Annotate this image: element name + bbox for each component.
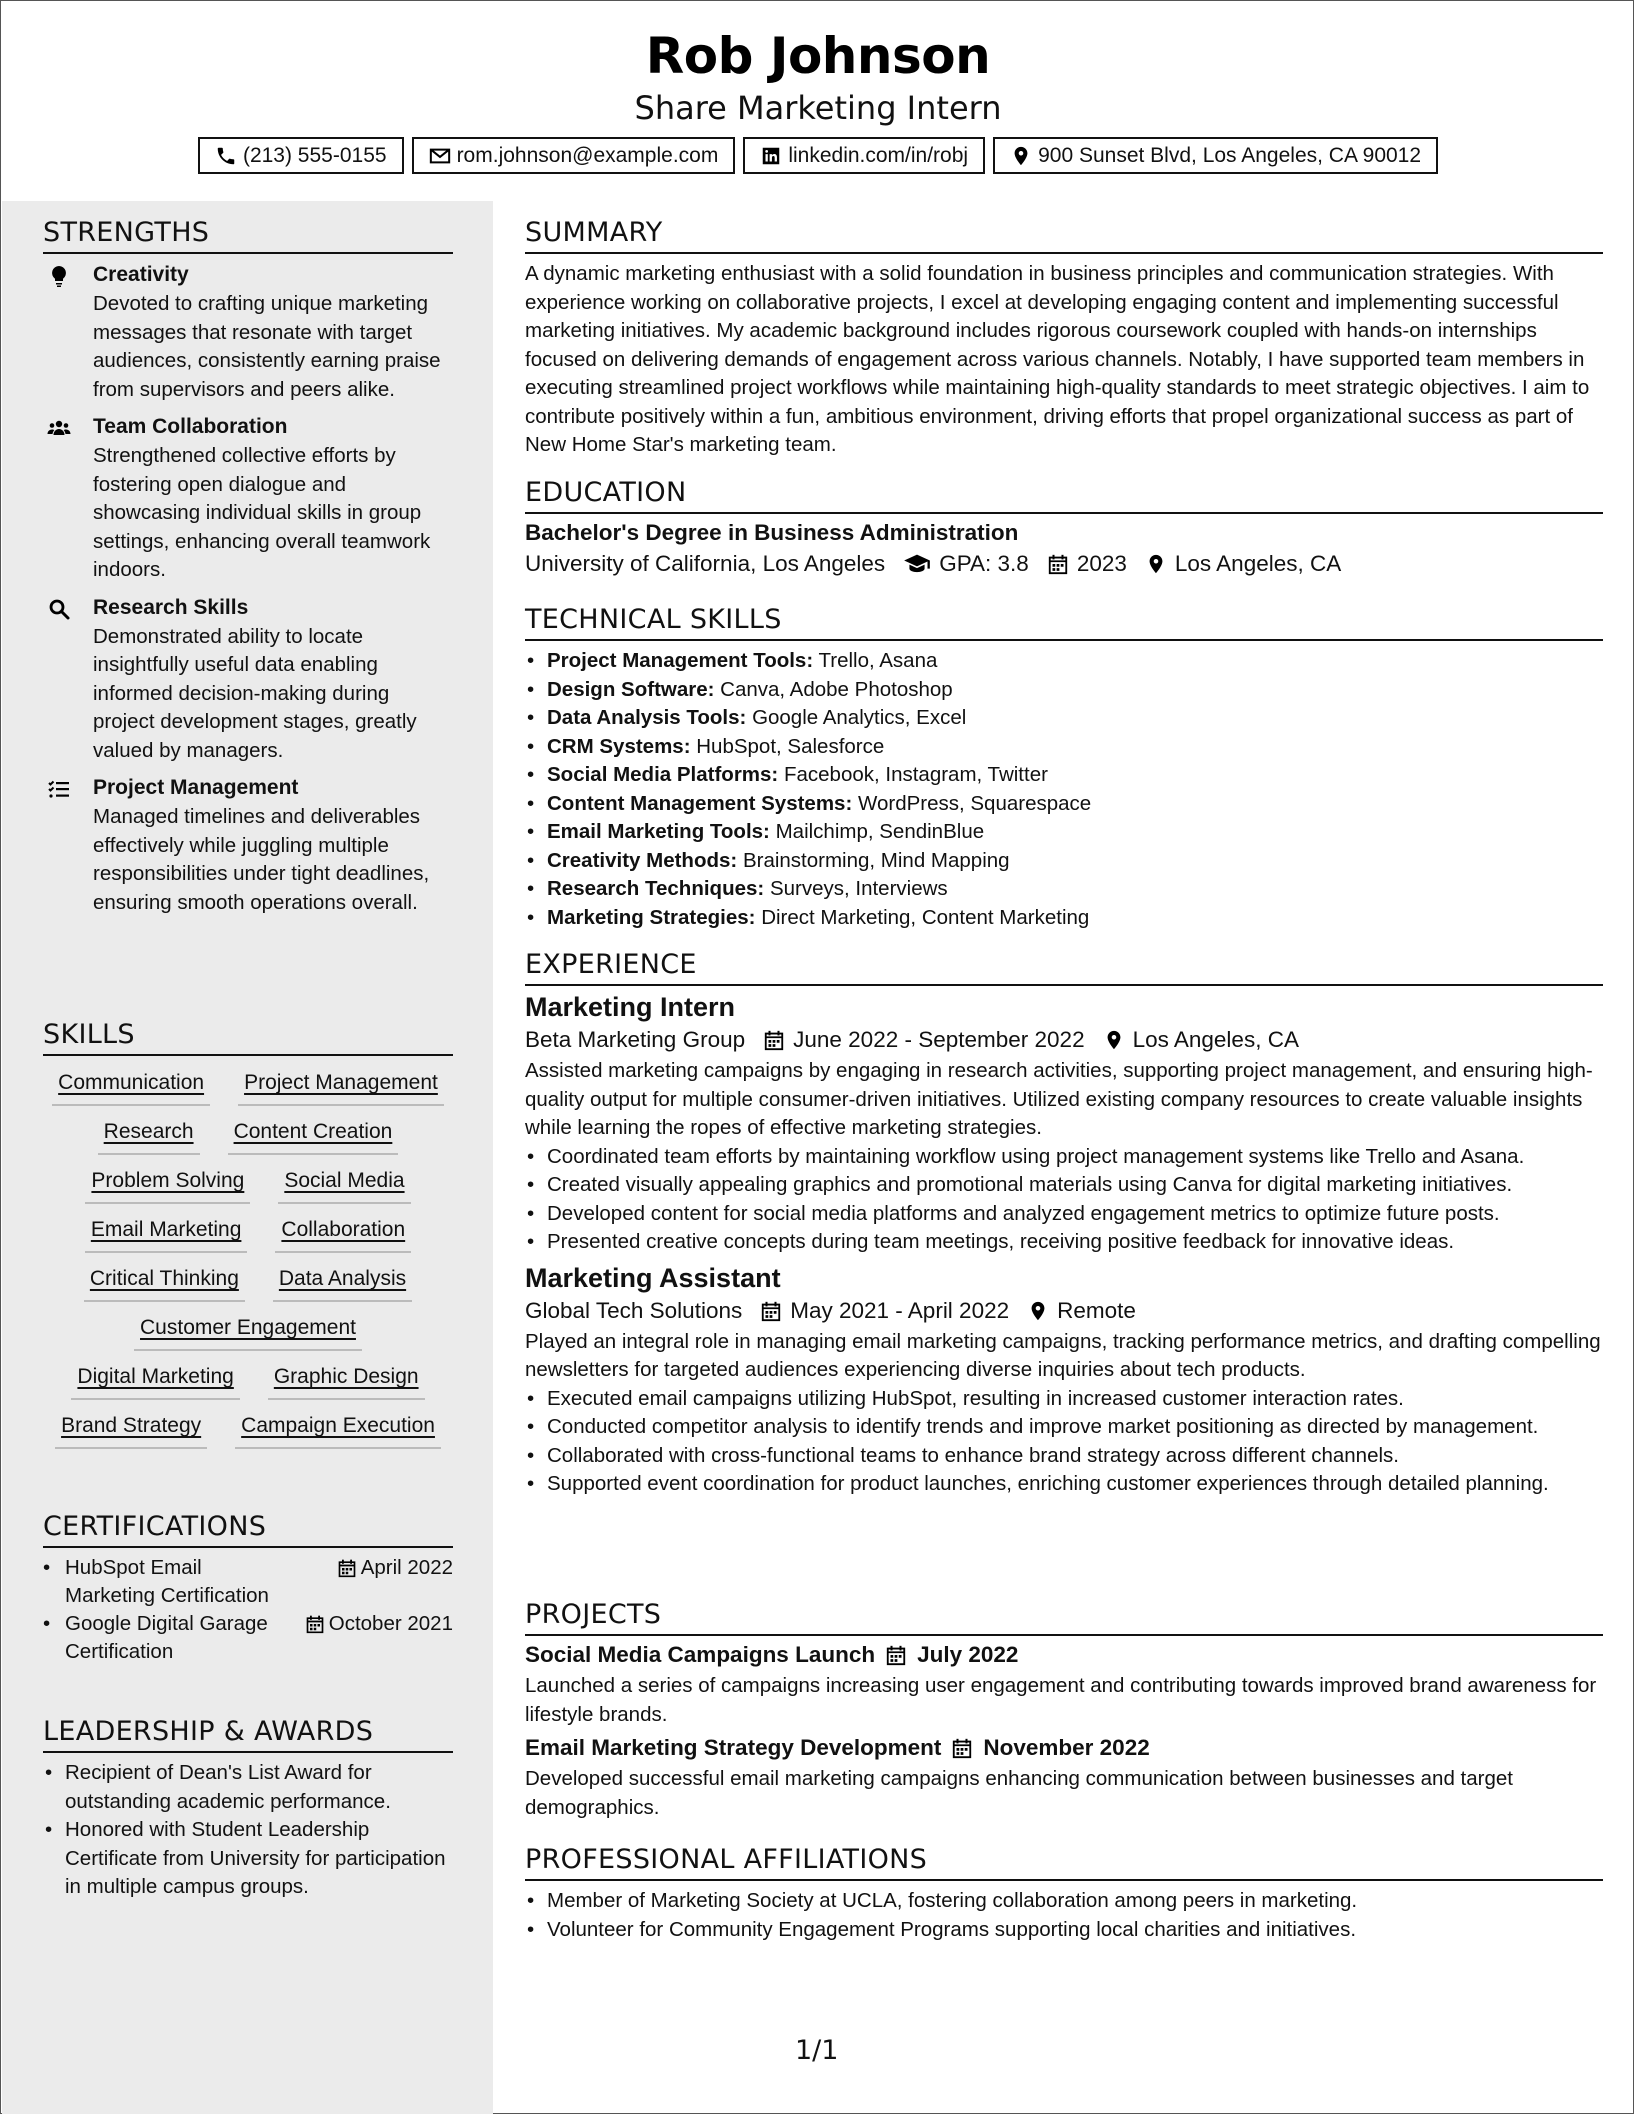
tech-skill-item: [525, 704, 1603, 733]
job-bullet: • Created visually appealing graphics and promotional materials using Canva for digital marketing initiatives.: [525, 1171, 1603, 1200]
tech-skill-value: Trello, Asana: [818, 649, 938, 672]
linkedin-text: linkedin.com/in/robj: [788, 143, 969, 167]
job-bullet: • Developed content for social media platforms and analyzed engagement metrics to optimize future posts.: [525, 1200, 1603, 1229]
tech-skill-value: Brainstorming, Mind Mapping: [742, 848, 1010, 872]
company-text: Beta Marketing Group: [525, 1027, 746, 1052]
skill-tag: Brand Strategy: [55, 1413, 207, 1449]
tech-skill-item: [525, 790, 1603, 819]
education-meta: [525, 550, 1603, 578]
certification-date: [337, 1554, 453, 1610]
strength-title: Research Skills: [93, 595, 249, 619]
calendar-icon: [951, 1737, 973, 1759]
technical-skills-title: TECHNICAL SKILLS: [525, 604, 1603, 641]
tech-skill-value: HubSpot, Salesforce: [696, 734, 885, 758]
project-title: Social Media Campaigns Launch: [525, 1642, 876, 1667]
tech-skill-item: [525, 818, 1603, 847]
skill-tag: Critical Thinking: [84, 1266, 245, 1302]
skill-tag: Content Creation: [228, 1119, 399, 1155]
calendar-icon: [760, 1300, 782, 1322]
contact-linkedin[interactable]: [743, 137, 985, 174]
project-date: November 2022: [983, 1735, 1150, 1760]
skill-tag: Graphic Design: [268, 1364, 425, 1400]
affiliations-list: [525, 1887, 1603, 1944]
job-bullet: • Supported event coordination for product launches, enriching customer experiences through detailed planning.: [525, 1470, 1603, 1499]
job-bullet: • Collaborated with cross-functional teams to enhance brand strategy across different channels.: [525, 1442, 1603, 1471]
map-pin-icon: [1103, 1029, 1125, 1051]
tech-skill-label: Project Management Tools:: [547, 649, 814, 672]
skill-tag: Social Media: [278, 1168, 410, 1204]
tech-skill-value: Direct Marketing, Content Marketing: [761, 905, 1090, 929]
project-date: July 2022: [917, 1642, 1019, 1667]
strength-desc: Devoted to crafting unique marketing messages that resonate with target audiences, consistently earning praise from supervisors and peers alike.: [93, 292, 441, 401]
job-bullet: • Executed email campaigns utilizing HubSpot, resulting in increased customer interaction rates.: [525, 1385, 1603, 1414]
strength-title: Creativity: [93, 263, 189, 286]
job-bullet: • Coordinated team efforts by maintaining workflow using project management systems like Trello and Asana.: [525, 1143, 1603, 1172]
skill-tag: Problem Solving: [85, 1168, 250, 1204]
education-section: [525, 477, 1603, 578]
strength-desc: Managed timelines and deliverables effectively while juggling multiple responsibilities under tight deadlines, ensuring smooth operations overall.: [93, 805, 430, 914]
job-entry: [525, 1263, 1603, 1499]
tech-skill-value: WordPress, Squarespace: [857, 791, 1092, 815]
calendar-icon: [885, 1644, 907, 1666]
certification-date: [305, 1610, 453, 1666]
experience-section: [525, 949, 1603, 1499]
candidate-name: Rob Johnson: [645, 27, 991, 85]
project-title: Email Marketing Strategy Development: [525, 1735, 942, 1760]
summary-text: A dynamic marketing enthusiast with a solid foundation in business principles and communication strategies. With experience working on collaborative projects, I excel at developing engaging content and implementing successful marketing initiatives. My academic background includes rigorous coursework coupled with hands-on internships focused on delivering demands of engagement across various channels. Notably, I have supported team members in executing streamlined project workflows while maintaining high-quality standards to meet strategic objectives. I aim to contribute positively within a fun, ambitious environment, driving efforts that propel organizational success as part of New Home Star's marketing team.: [525, 262, 1590, 456]
certification-item: [43, 1610, 453, 1666]
calendar-icon: [1047, 553, 1069, 575]
job-bullets: [525, 1385, 1603, 1499]
tech-skill-label: Email Marketing Tools:: [547, 820, 770, 843]
job-bullets: [525, 1143, 1603, 1257]
education-degree: Bachelor's Degree in Business Administration: [525, 520, 1019, 545]
project-entry: [525, 1735, 1603, 1822]
sidebar: [2, 201, 493, 2114]
project-description: Launched a series of campaigns increasing user engagement and contributing towards improved brand awareness for lifestyle brands.: [525, 1674, 1597, 1726]
job-meta: [525, 1027, 1603, 1053]
candidate-headline: Share Marketing Intern: [634, 89, 1002, 127]
project-title-row: [525, 1735, 1603, 1761]
job-meta: [525, 1298, 1603, 1324]
projects-title: PROJECTS: [525, 1599, 1603, 1636]
tech-skill-item: [525, 847, 1603, 876]
skill-tag: Data Analysis: [273, 1266, 412, 1302]
certification-date-text: October 2021: [328, 1612, 453, 1635]
skill-tag: Collaboration: [275, 1217, 411, 1253]
tech-skill-item: [525, 647, 1603, 676]
job-title: Marketing Intern: [525, 992, 736, 1022]
education-gpa: [903, 550, 1029, 578]
skills-grid: [43, 1070, 453, 1449]
certification-item: [43, 1554, 453, 1610]
map-pin-icon: [1027, 1300, 1049, 1322]
graduation-cap-icon: [903, 550, 931, 578]
awards-section: [43, 1716, 453, 1902]
tech-skill-value: Surveys, Interviews: [769, 877, 948, 900]
strength-title: Project Management: [93, 776, 299, 799]
project-entry: [525, 1642, 1603, 1729]
contact-bar: [1, 137, 1634, 174]
company-text: Global Tech Solutions: [525, 1297, 743, 1323]
affiliation-item: • Volunteer for Community Engagement Programs supporting local charities and initiatives.: [525, 1916, 1603, 1945]
tech-skill-item: [525, 875, 1603, 904]
gpa-text: GPA: 3.8: [939, 551, 1029, 576]
certification-name: • HubSpot Email Marketing Certification: [65, 1556, 269, 1607]
experience-title: EXPERIENCE: [525, 949, 1603, 986]
strengths-section: [43, 217, 453, 917]
map-pin-icon: [1010, 145, 1032, 167]
resume-header: [1, 1, 1634, 201]
strength-item: [43, 412, 453, 585]
technical-skills-list: [525, 647, 1603, 932]
summary-section: [525, 217, 1603, 460]
job-description: Played an integral role in managing email marketing campaigns, tracking performance metrics, and drafting compelling newsletters for targeted audiences experiencing diverse inquiries about tech products.: [525, 1329, 1601, 1381]
projects-section: [525, 1599, 1603, 1822]
awards-list: [43, 1759, 453, 1902]
phone-icon: [215, 145, 237, 167]
strength-title: Team Collaboration: [93, 415, 288, 438]
certification-date-text: April 2022: [360, 1556, 453, 1579]
awards-title: LEADERSHIP & AWARDS: [43, 1716, 453, 1753]
job-dates: [760, 1298, 1009, 1324]
location-text: Remote: [1057, 1297, 1136, 1323]
strength-item: [43, 593, 453, 766]
tech-skill-value: Mailchimp, SendinBlue: [775, 820, 985, 843]
tech-skill-label: CRM Systems:: [547, 734, 691, 758]
skill-tag: Digital Marketing: [71, 1364, 239, 1400]
education-location: [1145, 551, 1341, 577]
year-text: 2023: [1076, 551, 1127, 576]
location-text: Los Angeles, CA: [1132, 1027, 1299, 1052]
tech-skill-label: Data Analysis Tools:: [547, 706, 747, 729]
job-dates: [763, 1027, 1084, 1053]
phone-text: (213) 555-0155: [242, 143, 387, 167]
skill-tag: Research: [98, 1119, 200, 1155]
contact-email[interactable]: [412, 137, 736, 174]
address-text: 900 Sunset Blvd, Los Angeles, CA 90012: [1038, 143, 1422, 167]
job-company: [525, 1298, 742, 1324]
calendar-icon: [305, 1614, 325, 1634]
tech-skill-value: Google Analytics, Excel: [752, 706, 967, 729]
job-entry: [525, 992, 1603, 1257]
strength-item: [43, 773, 453, 917]
lightbulb-icon: [47, 264, 73, 290]
summary-title: SUMMARY: [525, 217, 1603, 254]
tech-skill-label: Marketing Strategies:: [547, 905, 756, 929]
job-company: [525, 1027, 745, 1053]
linkedin-icon: [760, 145, 782, 167]
skill-tag: Communication: [52, 1070, 210, 1106]
map-pin-icon: [1145, 553, 1167, 575]
certifications-title: CERTIFICATIONS: [43, 1511, 453, 1548]
school-text: University of California, Los Angeles: [525, 551, 886, 576]
tech-skill-item: [525, 761, 1603, 790]
skill-tag: Customer Engagement: [134, 1315, 362, 1351]
page-number: 1/1: [795, 2035, 839, 2066]
strength-desc: Strengthened collective efforts by fostering open dialogue and showcasing individual skills in group settings, enhancing overall teamwork indoors.: [93, 444, 431, 581]
tech-skill-label: Social Media Platforms:: [547, 763, 779, 786]
strength-item: [43, 260, 453, 404]
tech-skill-label: Content Management Systems:: [547, 791, 853, 815]
strength-desc: Demonstrated ability to locate insightfully useful data enabling informed decision-making during project development stages, greatly valued by managers.: [93, 624, 417, 762]
skill-tag: Email Marketing: [85, 1217, 248, 1253]
dates-text: May 2021 - April 2022: [790, 1297, 1010, 1323]
education-year: [1047, 551, 1127, 577]
job-bullet: • Presented creative concepts during team meetings, receiving positive feedback for innovative ideas.: [525, 1228, 1603, 1257]
education-title: EDUCATION: [525, 477, 1603, 514]
project-description: Developed successful email marketing campaigns enhancing communication between businesses and target demographics.: [525, 1767, 1513, 1819]
email-text: rom.johnson@example.com: [456, 143, 719, 167]
job-description: Assisted marketing campaigns by engaging in research activities, supporting project management, and ensuring high-quality output for multiple consumer-driven initiatives. Utilized existing company resources to create valuable insights while learning the ropes of effective marketing strategies.: [525, 1059, 1593, 1139]
education-school: [525, 551, 885, 577]
job-location: [1027, 1298, 1136, 1324]
tech-skill-label: Research Techniques:: [547, 877, 765, 900]
affiliations-title: PROFESSIONAL AFFILIATIONS: [525, 1844, 1603, 1881]
contact-phone[interactable]: [198, 137, 404, 174]
search-icon: [47, 597, 73, 623]
calendar-icon: [337, 1558, 357, 1578]
task-list-icon: [47, 777, 73, 803]
tech-skill-value: Canva, Adobe Photoshop: [720, 677, 953, 701]
skill-tag: Project Management: [238, 1070, 444, 1106]
job-location: [1103, 1027, 1299, 1053]
skills-title: SKILLS: [43, 1019, 453, 1056]
award-item: • Recipient of Dean's List Award for outstanding academic performance.: [43, 1759, 453, 1816]
affiliation-item: • Member of Marketing Society at UCLA, fostering collaboration among peers in marketing.: [525, 1887, 1603, 1916]
job-bullet: • Conducted competitor analysis to identify trends and improve market positioning as directed by management.: [525, 1413, 1603, 1442]
tech-skill-item: [525, 733, 1603, 762]
skills-section: [43, 1019, 453, 1449]
award-item: • Honored with Student Leadership Certificate from University for participation in multiple campus groups.: [43, 1816, 453, 1902]
tech-skill-label: Design Software:: [547, 677, 715, 701]
strengths-title: STRENGTHS: [43, 217, 453, 254]
certifications-section: [43, 1511, 453, 1666]
job-title: Marketing Assistant: [525, 1262, 781, 1293]
users-icon: [47, 416, 73, 442]
tech-skill-value: Facebook, Instagram, Twitter: [783, 763, 1048, 786]
calendar-icon: [763, 1029, 785, 1051]
contact-address[interactable]: [993, 137, 1438, 174]
tech-skill-label: Creativity Methods:: [547, 848, 738, 872]
tech-skill-item: [525, 904, 1603, 933]
technical-skills-section: [525, 604, 1603, 932]
project-title-row: [525, 1642, 1603, 1668]
affiliations-section: [525, 1844, 1603, 1944]
dates-text: June 2022 - September 2022: [793, 1027, 1085, 1052]
certifications-list: [43, 1554, 453, 1666]
tech-skill-item: [525, 676, 1603, 705]
certification-name: • Google Digital Garage Certification: [65, 1612, 268, 1663]
location-text: Los Angeles, CA: [1174, 551, 1342, 576]
skill-tag: Campaign Execution: [235, 1413, 441, 1449]
envelope-icon: [429, 145, 451, 167]
